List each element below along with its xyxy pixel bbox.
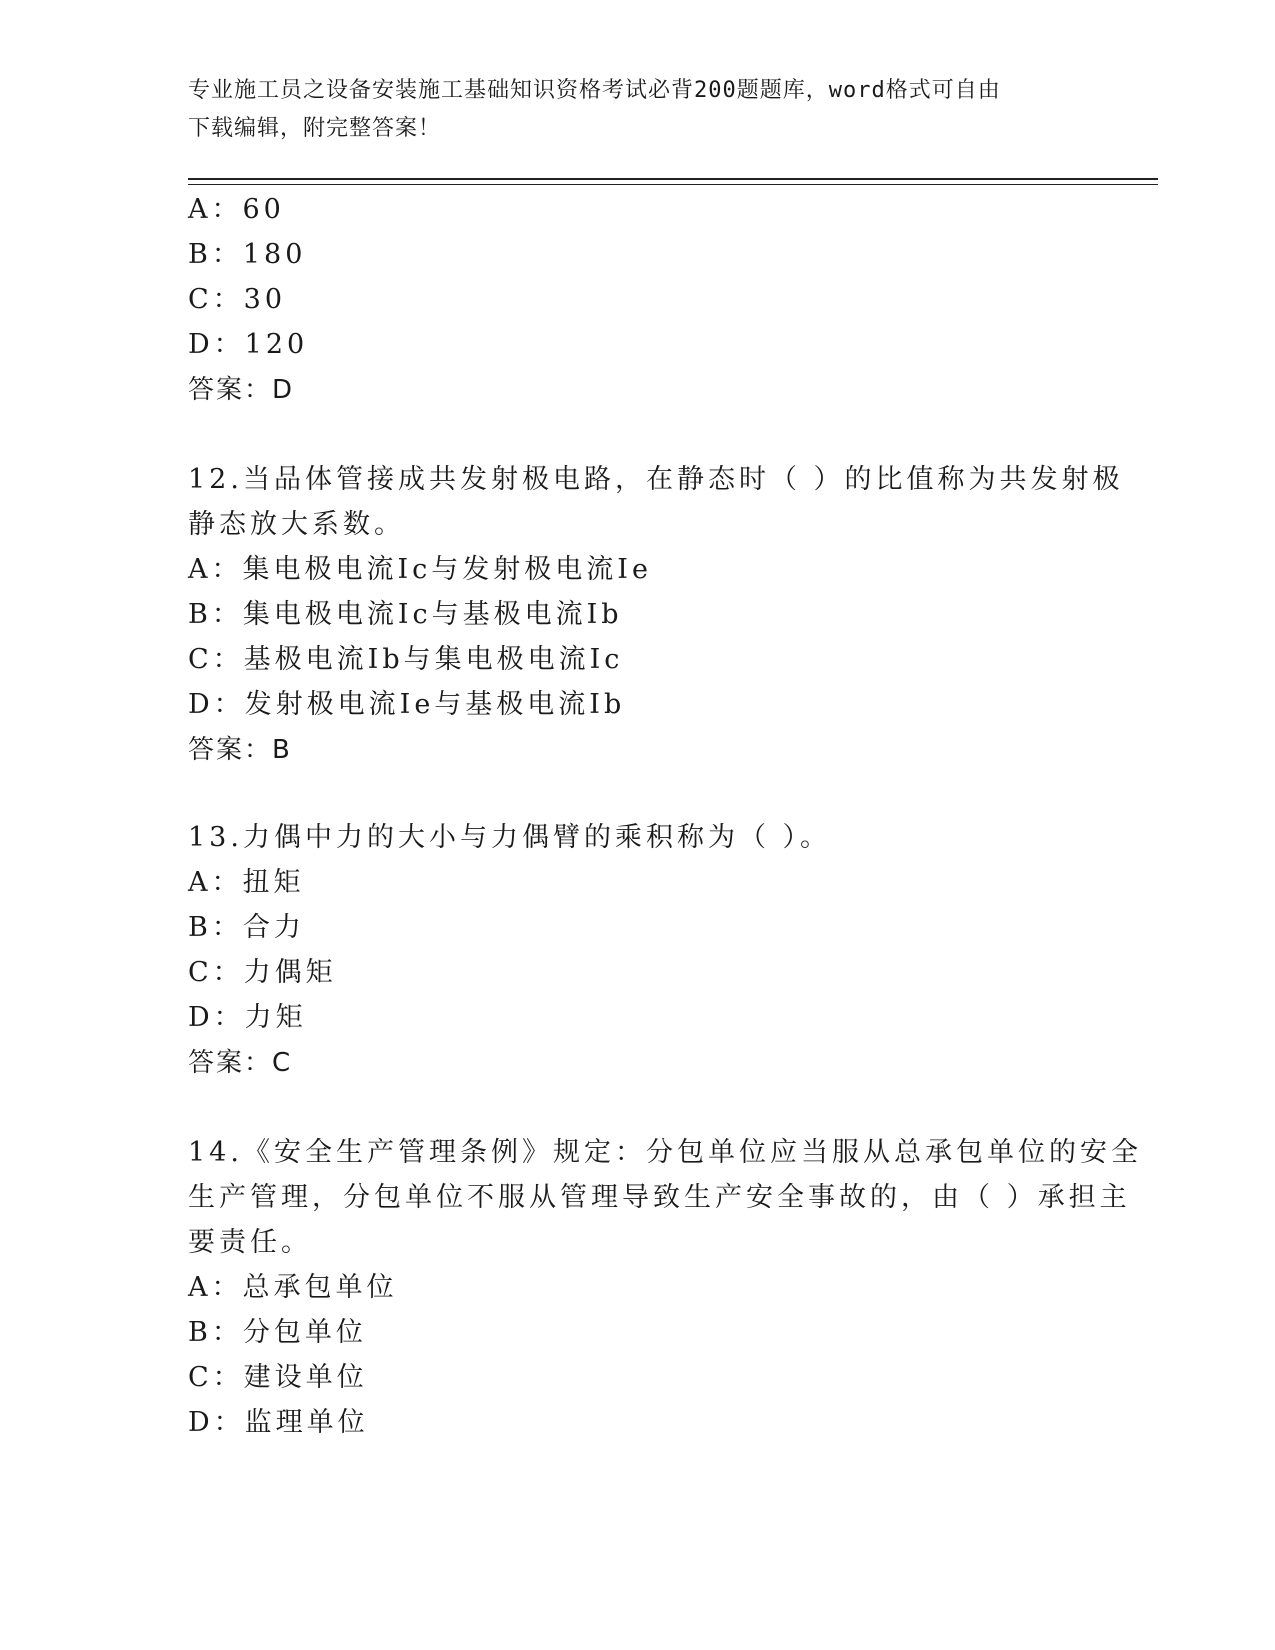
header-rule-thin — [188, 184, 1158, 185]
q12-option-b: B：集电极电流Ic与基极电流Ib — [188, 599, 623, 630]
q14-option-c: C：建设单位 — [188, 1362, 368, 1393]
q11-option-d: D：120 — [188, 329, 309, 360]
q14-option-a: A：总承包单位 — [188, 1272, 398, 1303]
q14-option-d: D：监理单位 — [188, 1407, 369, 1438]
q14-stem-line-3: 要责任。 — [188, 1227, 312, 1258]
q13-option-b: B：合力 — [188, 912, 305, 943]
q13-answer: 答案：C — [188, 1048, 293, 1078]
q13-option-c: C：力偶矩 — [188, 957, 337, 988]
q12-option-c: C：基极电流Ib与集电极电流Ic — [188, 644, 624, 675]
q12-answer: 答案：B — [188, 735, 292, 765]
q12-option-d: D：发射极电流Ie与基极电流Ib — [188, 689, 626, 720]
q13-stem-line-1: 13.力偶中力的大小与力偶臂的乘积称为（ ）。 — [188, 822, 832, 853]
q14-stem-line-2: 生产管理，分包单位不服从管理导致生产安全事故的，由（ ）承担主 — [188, 1182, 1131, 1213]
q13-option-d: D：力矩 — [188, 1002, 307, 1033]
q14-option-b: B：分包单位 — [188, 1317, 367, 1348]
header-line-2: 下载编辑，附完整答案！ — [188, 116, 442, 141]
q12-option-a: A：集电极电流Ic与发射极电流Ie — [188, 554, 652, 585]
q13-option-a: A：扭矩 — [188, 867, 305, 898]
q11-answer: 答案：D — [188, 375, 295, 405]
header-line-1: 专业施工员之设备安装施工基础知识资格考试必背200题题库，word格式可自由 — [188, 78, 1001, 103]
q14-stem-line-1: 14.《安全生产管理条例》规定：分包单位应当服从总承包单位的安全 — [188, 1137, 1142, 1168]
q11-option-c: C：30 — [188, 284, 287, 315]
page-header — [188, 72, 1088, 148]
q12-stem-line-1: 12.当品体管接成共发射极电路，在静态时（ ）的比值称为共发射极 — [188, 464, 1124, 495]
q12-stem-line-2: 静态放大系数。 — [188, 509, 405, 540]
q11-option-a: A：60 — [188, 194, 285, 225]
header-rule-thick — [188, 178, 1158, 180]
q11-option-b: B：180 — [188, 239, 307, 270]
